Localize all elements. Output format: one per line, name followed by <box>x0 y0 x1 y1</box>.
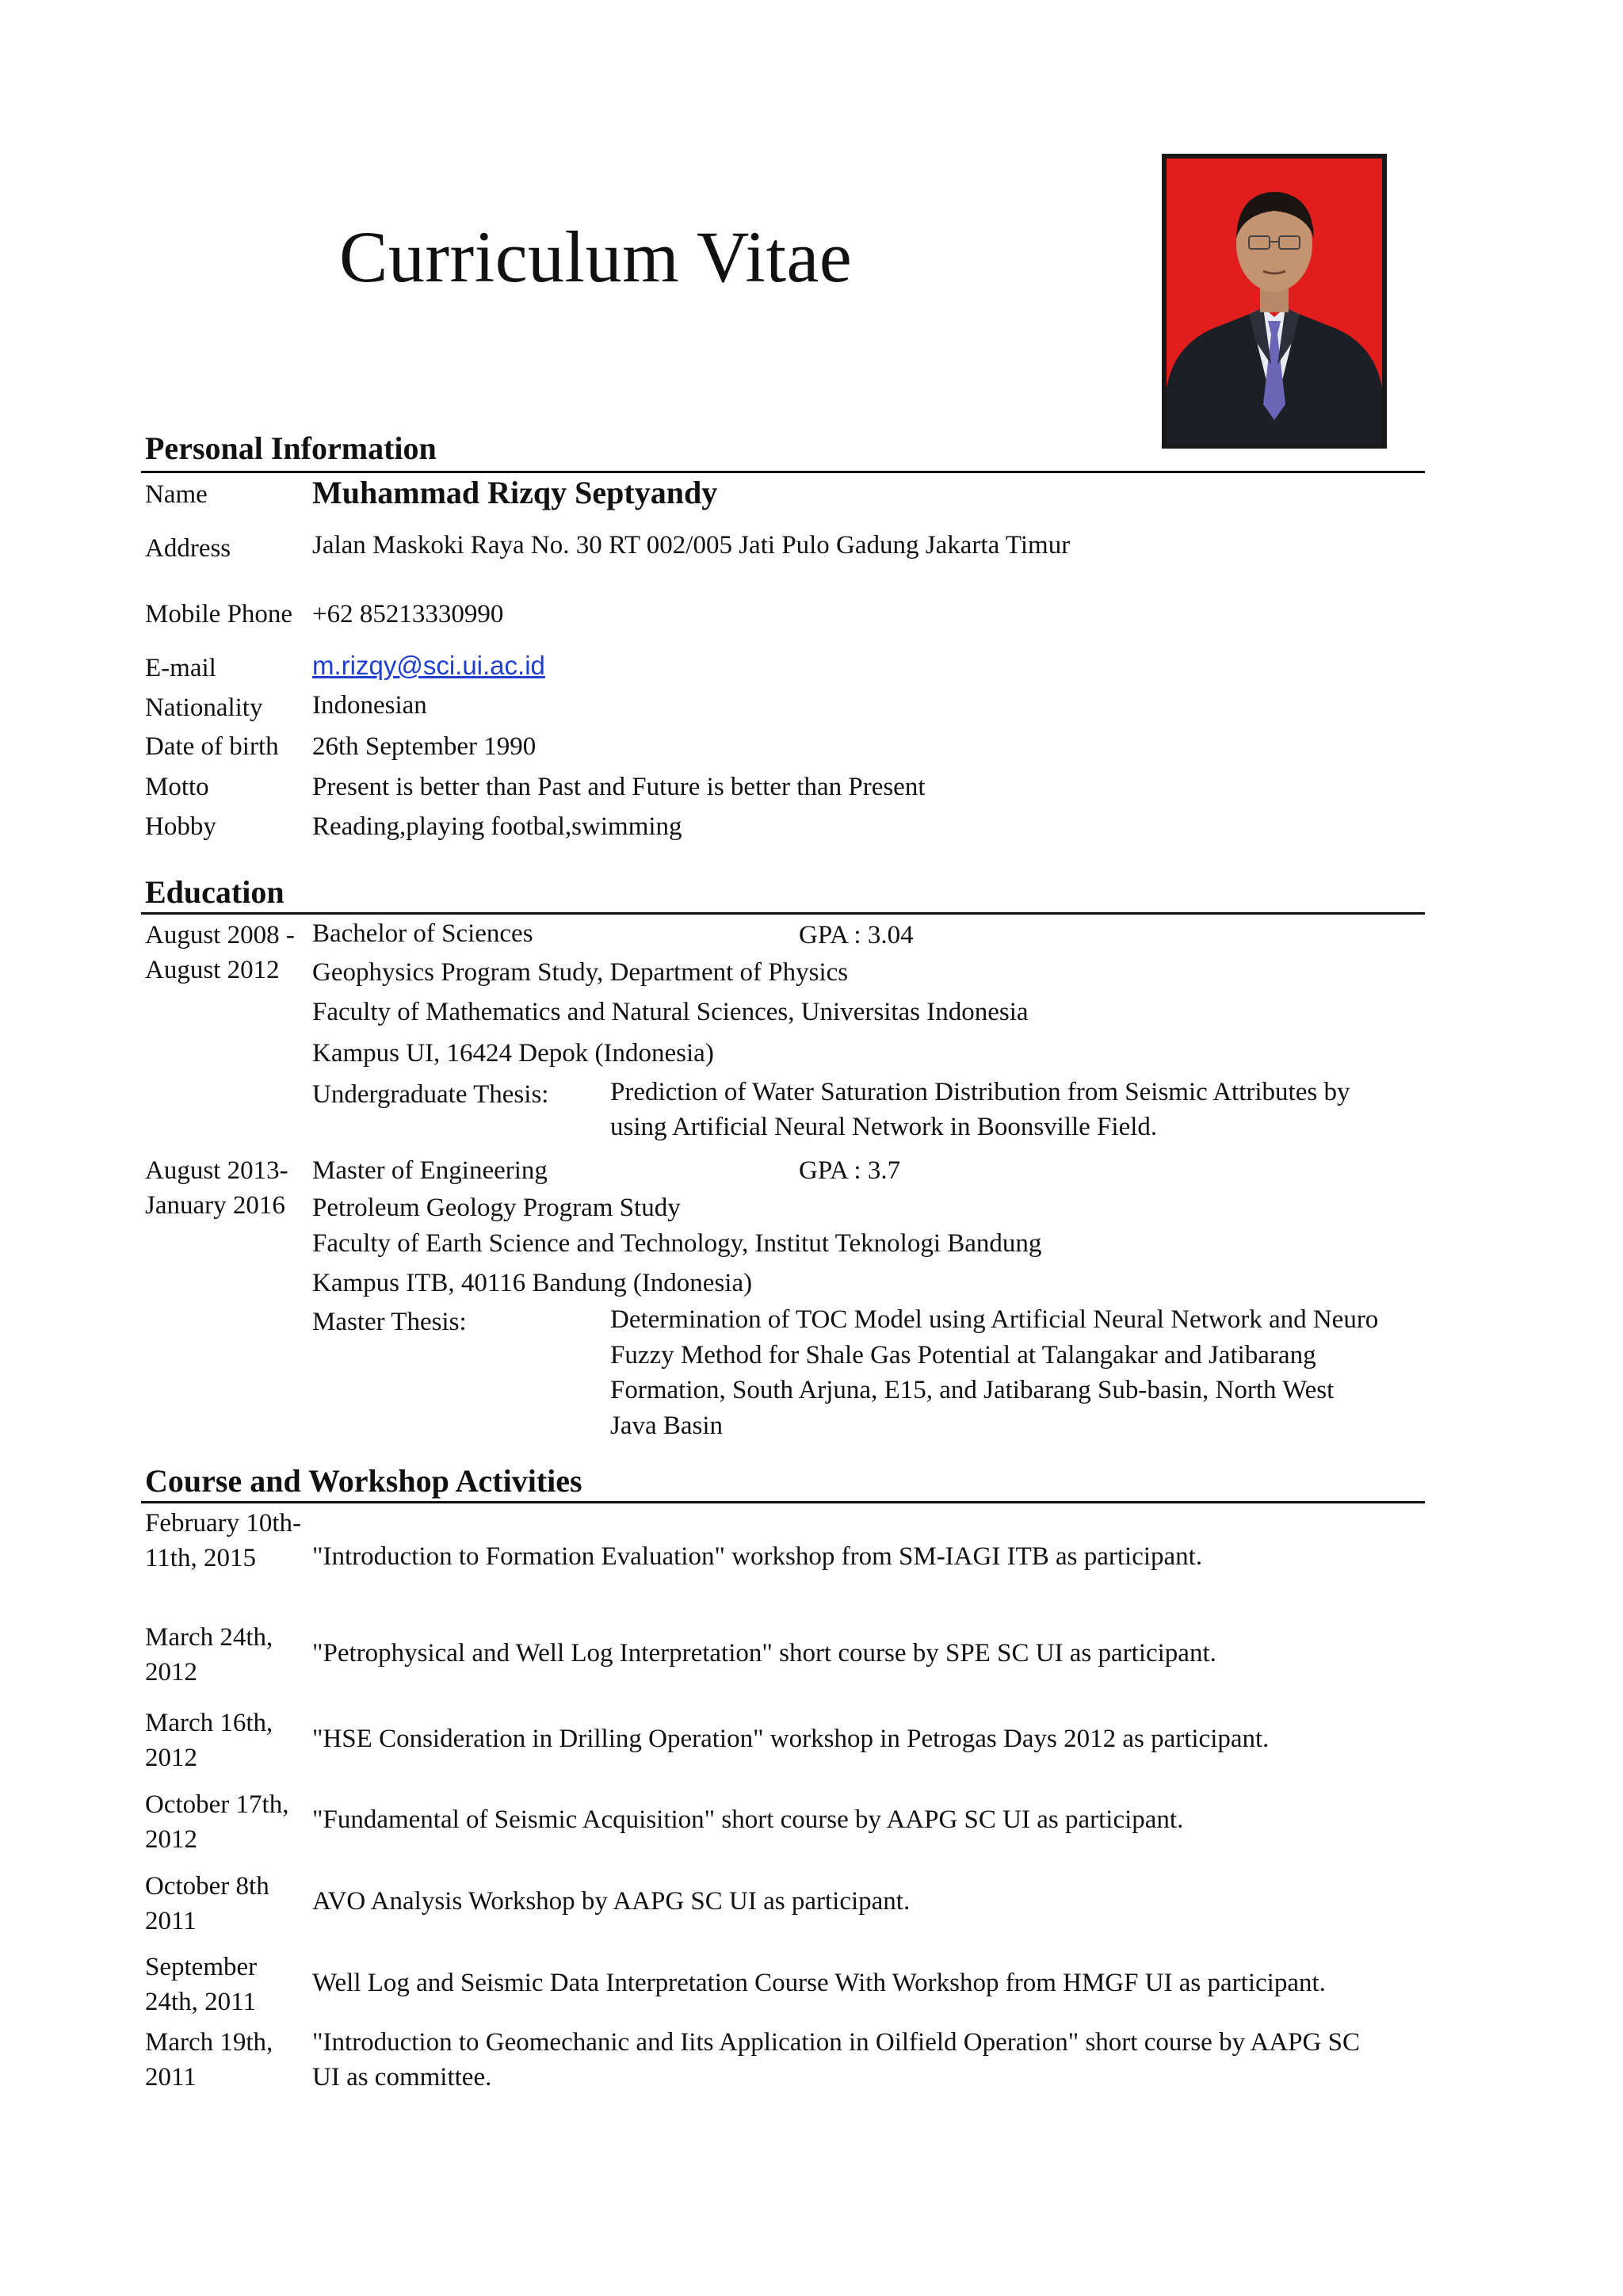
courses-heading: Course and Workshop Activities <box>145 1463 582 1499</box>
edu-1-campus: Kampus UI, 16424 Depok (Indonesia) <box>312 1039 714 1068</box>
hobby-label: Hobby <box>145 812 216 841</box>
email-link-wrap[interactable] <box>312 648 545 684</box>
edu-2-thesis-line-3: Formation, South Arjuna, E15, and Jatibarang Sub-basin, North West <box>610 1376 1335 1404</box>
course-1-date-line-2: 11th, 2015 <box>145 1544 256 1572</box>
education-divider <box>141 912 1425 915</box>
dob-value: 26th September 1990 <box>312 732 537 761</box>
portrait-image <box>1167 159 1382 444</box>
edu-2-degree: Master of Engineering <box>312 1156 548 1185</box>
courses-divider <box>141 1501 1425 1503</box>
course-2-date-line-2: 2012 <box>145 1658 197 1687</box>
profile-photo <box>1162 154 1387 449</box>
edu-1-date-end: August 2012 <box>145 956 280 984</box>
edu-1-degree: Bachelor of Sciences <box>312 919 533 948</box>
course-4-date-line-2: 2012 <box>145 1825 197 1854</box>
email-label: E-mail <box>145 654 216 682</box>
personal-info-divider <box>141 471 1425 473</box>
course-3-desc: "HSE Consideration in Drilling Operation" workshop in Petrogas Days 2012 as participant. <box>312 1725 1270 1753</box>
hobby-value: Reading,playing footbal,swimming <box>312 812 682 841</box>
motto-label: Motto <box>145 773 209 801</box>
nationality-value: Indonesian <box>312 691 427 720</box>
edu-2-thesis-line-2: Fuzzy Method for Shale Gas Potential at Talangakar and Jatibarang <box>610 1341 1316 1370</box>
course-5-desc: AVO Analysis Workshop by AAPG SC UI as participant. <box>312 1887 911 1916</box>
course-5-date-line-2: 2011 <box>145 1907 197 1935</box>
edu-2-program: Petroleum Geology Program Study <box>312 1194 681 1222</box>
course-3-date-line-2: 2012 <box>145 1744 197 1772</box>
course-2-desc: "Petrophysical and Well Log Interpretation" short course by SPE SC UI as participant. <box>312 1639 1216 1668</box>
document-title: Curriculum Vitae <box>339 216 853 297</box>
edu-2-date-start: August 2013- <box>145 1156 288 1185</box>
edu-2-gpa: GPA : 3.7 <box>799 1156 901 1185</box>
course-7-date-line-1: March 19th, <box>145 2028 273 2057</box>
edu-2-thesis-label: Master Thesis: <box>312 1308 467 1336</box>
nationality-label: Nationality <box>145 693 263 722</box>
edu-1-program: Geophysics Program Study, Department of Physics <box>312 958 849 987</box>
course-4-date-line-1: October 17th, <box>145 1790 289 1819</box>
dob-label: Date of birth <box>145 732 279 761</box>
personal-info-heading: Personal Information <box>145 430 437 466</box>
edu-2-date-end: January 2016 <box>145 1191 285 1220</box>
course-6-date-line-1: September <box>145 1953 258 1981</box>
education-heading: Education <box>145 874 285 910</box>
edu-2-faculty: Faculty of Earth Science and Technology, Institut Teknologi Bandung <box>312 1229 1042 1258</box>
edu-1-date-start: August 2008 - <box>145 921 295 949</box>
address-label: Address <box>145 534 231 563</box>
course-5-date-line-1: October 8th <box>145 1872 269 1901</box>
phone-value: +62 85213330990 <box>312 600 504 628</box>
edu-1-thesis-line-1: Prediction of Water Saturation Distribution from Seismic Attributes by <box>610 1078 1350 1106</box>
edu-1-thesis-line-2: using Artificial Neural Network in Boonsville Field. <box>610 1113 1158 1141</box>
course-1-date-line-1: February 10th- <box>145 1509 302 1538</box>
edu-1-gpa: GPA : 3.04 <box>799 921 914 949</box>
edu-2-campus: Kampus ITB, 40116 Bandung (Indonesia) <box>312 1269 753 1297</box>
name-label: Name <box>145 480 208 509</box>
course-7-date-line-2: 2011 <box>145 2063 197 2092</box>
phone-label: Mobile Phone <box>145 600 293 628</box>
course-4-desc: "Fundamental of Seismic Acquisition" short course by AAPG SC UI as participant. <box>312 1805 1184 1834</box>
email-link[interactable]: m.rizqy@sci.ui.ac.id <box>312 651 545 680</box>
edu-1-faculty: Faculty of Mathematics and Natural Sciences, Universitas Indonesia <box>312 998 1029 1026</box>
motto-value: Present is better than Past and Future is better than Present <box>312 773 926 801</box>
name-value: Muhammad Rizqy Septyandy <box>312 475 718 510</box>
address-value: Jalan Maskoki Raya No. 30 RT 002/005 Jati Pulo Gadung Jakarta Timur <box>312 531 1071 560</box>
course-6-date-line-2: 24th, 2011 <box>145 1988 256 2016</box>
course-2-date-line-1: March 24th, <box>145 1623 273 1652</box>
edu-1-thesis-label: Undergraduate Thesis: <box>312 1080 549 1109</box>
edu-2-thesis-line-1: Determination of TOC Model using Artificial Neural Network and Neuro <box>610 1305 1379 1334</box>
course-7-desc-line-2: UI as committee. <box>312 2063 492 2092</box>
course-6-desc: Well Log and Seismic Data Interpretation Course With Workshop from HMGF UI as participant. <box>312 1969 1326 1997</box>
course-3-date-line-1: March 16th, <box>145 1709 273 1737</box>
course-7-desc-line-1: "Introduction to Geomechanic and Iits Application in Oilfield Operation" short course by AAPG SC <box>312 2028 1360 2057</box>
course-1-desc: "Introduction to Formation Evaluation" workshop from SM-IAGI ITB as participant. <box>312 1542 1203 1571</box>
edu-2-thesis-line-4: Java Basin <box>610 1412 724 1440</box>
